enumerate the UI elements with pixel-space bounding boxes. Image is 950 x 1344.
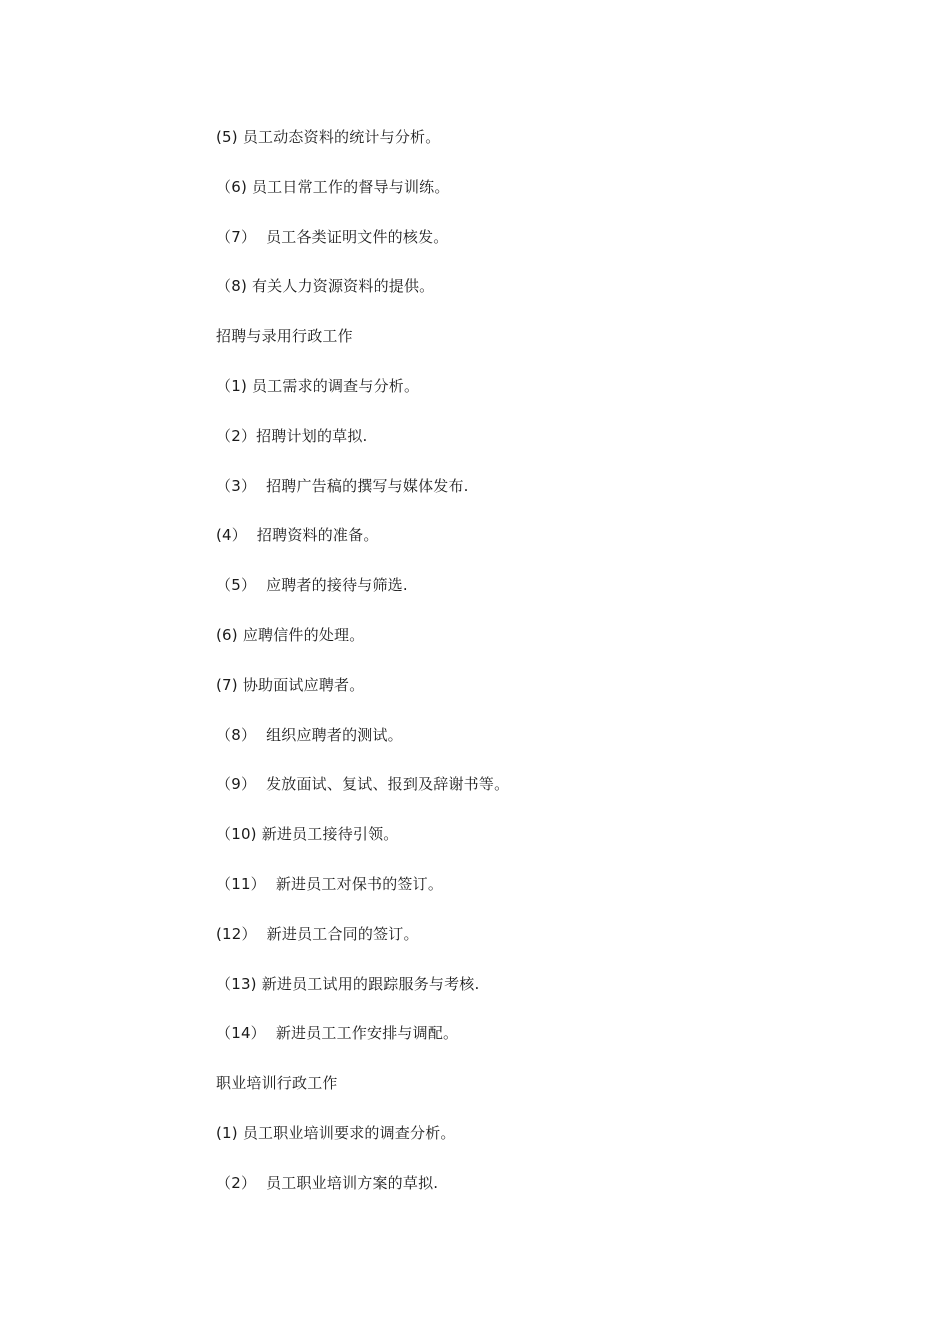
list-item: （8） 组织应聘者的测试。 bbox=[216, 725, 403, 744]
list-item: （8) 有关人力资源资料的提供。 bbox=[216, 277, 435, 296]
list-item: （3） 招聘广告稿的撰写与媒体发布. bbox=[216, 476, 469, 495]
list-item: （2） 员工职业培训方案的草拟. bbox=[216, 1173, 439, 1192]
list-item: （1) 员工需求的调查与分析。 bbox=[216, 376, 420, 395]
list-item: （14） 新进员工工作安排与调配。 bbox=[216, 1024, 459, 1043]
section-heading: 招聘与录用行政工作 bbox=[216, 327, 353, 346]
list-item: (1) 员工职业培训要求的调查分析。 bbox=[216, 1123, 456, 1142]
list-item: （9） 发放面试、复试、报到及辞谢书等。 bbox=[216, 775, 510, 794]
list-item: （5） 应聘者的接待与筛选. bbox=[216, 576, 408, 595]
list-item: （6) 员工日常工作的督导与训练。 bbox=[216, 177, 450, 196]
list-item: (12） 新进员工合同的签订。 bbox=[216, 924, 419, 943]
list-item: (4） 招聘资料的准备。 bbox=[216, 526, 379, 545]
list-item: (6) 应聘信件的处理。 bbox=[216, 625, 365, 644]
list-item: （13) 新进员工试用的跟踪服务与考核. bbox=[216, 974, 480, 993]
list-item: （10) 新进员工接待引领。 bbox=[216, 825, 399, 844]
list-item: （7） 员工各类证明文件的核发。 bbox=[216, 227, 449, 246]
list-item: (5) 员工动态资料的统计与分析。 bbox=[216, 128, 441, 146]
section-heading: 职业培训行政工作 bbox=[216, 1074, 338, 1093]
list-item: （2）招聘计划的草拟. bbox=[216, 426, 368, 445]
document-body bbox=[216, 124, 856, 1220]
list-item: (7) 协助面试应聘者。 bbox=[216, 675, 365, 694]
list-item: （11） 新进员工对保书的签订。 bbox=[216, 874, 444, 893]
